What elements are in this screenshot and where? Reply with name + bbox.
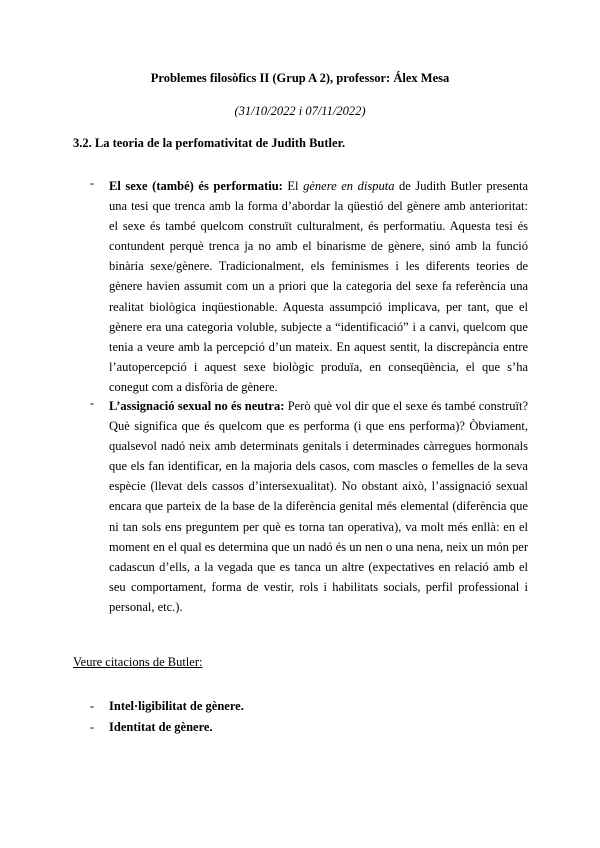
list-item-label: Intel·ligibilitat de gènere.: [109, 699, 244, 713]
section-heading: 3.2. La teoria de la perfomativitat de Judith Butler.: [73, 136, 346, 150]
bullet-lead: El sexe (també) és performatiu:: [109, 179, 283, 193]
bullet-paragraph: [109, 176, 528, 397]
book-title: gènere en disputa: [303, 179, 395, 193]
document-dates: (31/10/2022 i 07/11/2022): [234, 104, 366, 118]
document-title: Problemes filosòfics II (Grup A 2), professor: Álex Mesa: [150, 71, 450, 85]
list-dash: -: [90, 699, 95, 713]
bullet-dash: -: [90, 396, 95, 410]
list-item-label: Identitat de gènere.: [109, 720, 213, 734]
bullet-dash: -: [90, 176, 95, 190]
citations-link[interactable]: Veure citacions de Butler:: [73, 655, 203, 669]
bullet-text: El: [282, 179, 304, 193]
bullet-lead: L’assignació sexual no és neutra:: [109, 399, 285, 413]
bullet-text: Però què vol dir que el sexe és també construït? Què significa que és quelcom que es performa (i que ens performa)? Òbviament, qualsevol nadó neix amb determinats genitals i determinades càrregues hormonals que els fan identificar, en la majoria dels casos, com mascles o femelles de la seva espècie (llevat dels cassos d’intersexualitat). No obstant això, l’assignació sexual encara que parteix de la base de la diferència genital més elemental (diferència que ni tan sols ens preguntem per què es torna tan operativa), va molt més enllà: en el moment en el qual es determina que un nadó és un nen o una nena, neix un món per cadascun d’ells, a la vegada que es tanca un altre (expectatives en relació amb el seu comportament, forma de vestir, rols i habilitats socials, perfil professional i personal, etc.).: [109, 399, 528, 614]
bullet-text: de Judith Butler presenta una tesi que trenca amb la forma d’abordar la qüestió del gènere amb anterioritat: el sexe és també quelcom construït culturalment, és performatiu. Aquesta tesi és contundent perquè trenca ja no amb el binarisme de gènere, sinó amb la funció binària sexe/gènere. Tradicionalment, els feminismes i les diferents teories de gènere havien assumit com un a priori que la categoria del sexe fa referència una realitat biològica inqüestionable. Aquesta assumpció implicava, per tant, que el gènere era una categoria voluble, subjecte a “identificació” i a canvi, quelcom que tenia a veure amb la percepció d’un mateix. En aquest sentit, la discrepància entre l’autopercepció i aquest sexe biològic produïa, en conseqüència, el que s’ha conegut com a disfòria de gènere.: [109, 179, 529, 394]
list-dash: -: [90, 720, 95, 734]
bullet-paragraph: [109, 396, 528, 617]
